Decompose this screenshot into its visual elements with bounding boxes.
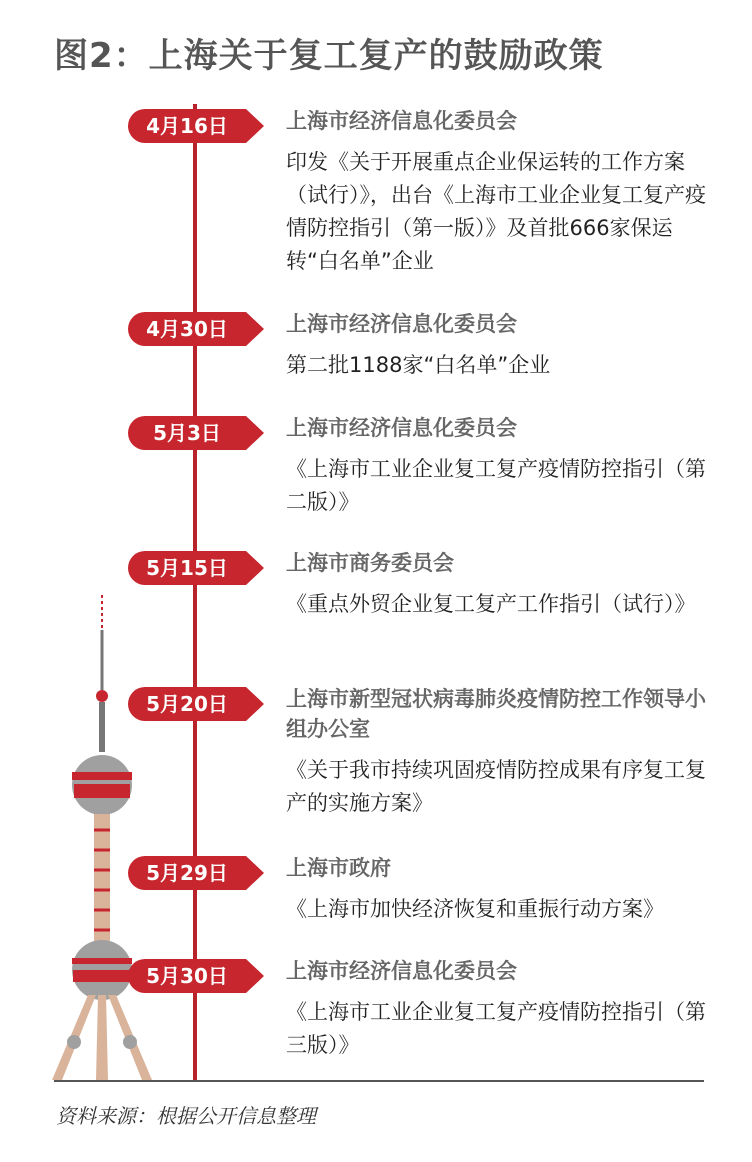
issuing-organization: 上海市新型冠状病毒肺炎疫情防控工作领导小组办公室 [286, 687, 706, 741]
policy-description: 《关于我市持续巩固疫情防控成果有序复工复产的实施方案》 [286, 758, 706, 815]
date-tag: 5月15日 [128, 551, 246, 585]
issuing-organization: 上海市商务委员会 [286, 551, 454, 575]
source-note: 资料来源：根据公开信息整理 [56, 1104, 316, 1128]
policy-description: 《上海市工业企业复工复产疫情防控指引（第三版）》 [286, 1000, 706, 1057]
timeline-entry [286, 548, 706, 621]
issuing-organization: 上海市经济信息化委员会 [286, 312, 517, 336]
timeline-entry [286, 309, 706, 382]
policy-description: 《上海市加快经济恢复和重振行动方案》 [286, 897, 664, 921]
timeline-entry [286, 413, 706, 519]
timeline-entry [286, 853, 706, 926]
date-tag: 4月16日 [128, 109, 246, 143]
policy-description: 《重点外贸企业复工复产工作指引（试行）》 [286, 592, 696, 616]
date-tag: 5月20日 [128, 687, 246, 721]
timeline-line [193, 104, 197, 1080]
baseline-divider [54, 1080, 704, 1082]
date-tag: 5月30日 [128, 959, 246, 993]
date-tag: 5月29日 [128, 856, 246, 890]
policy-description: 印发《关于开展重点企业保运转的工作方案（试行）》，出台《上海市工业企业复工复产疫情防控指引（第一版）》及首批666家保运转“白名单”企业 [286, 150, 706, 273]
issuing-organization: 上海市经济信息化委员会 [286, 109, 517, 133]
date-tag: 4月30日 [128, 312, 246, 346]
timeline-entry [286, 106, 706, 278]
oriental-pearl-tower-icon [50, 590, 160, 1080]
issuing-organization: 上海市政府 [286, 856, 391, 880]
timeline-entry [286, 956, 706, 1062]
policy-description: 第二批1188家“白名单”企业 [286, 353, 551, 377]
policy-description: 《上海市工业企业复工复产疫情防控指引（第二版）》 [286, 457, 706, 514]
figure-title: 图2：上海关于复工复产的鼓励政策 [54, 36, 604, 76]
timeline-entry [286, 684, 706, 820]
issuing-organization: 上海市经济信息化委员会 [286, 416, 517, 440]
date-tag: 5月3日 [128, 416, 246, 450]
issuing-organization: 上海市经济信息化委员会 [286, 959, 517, 983]
